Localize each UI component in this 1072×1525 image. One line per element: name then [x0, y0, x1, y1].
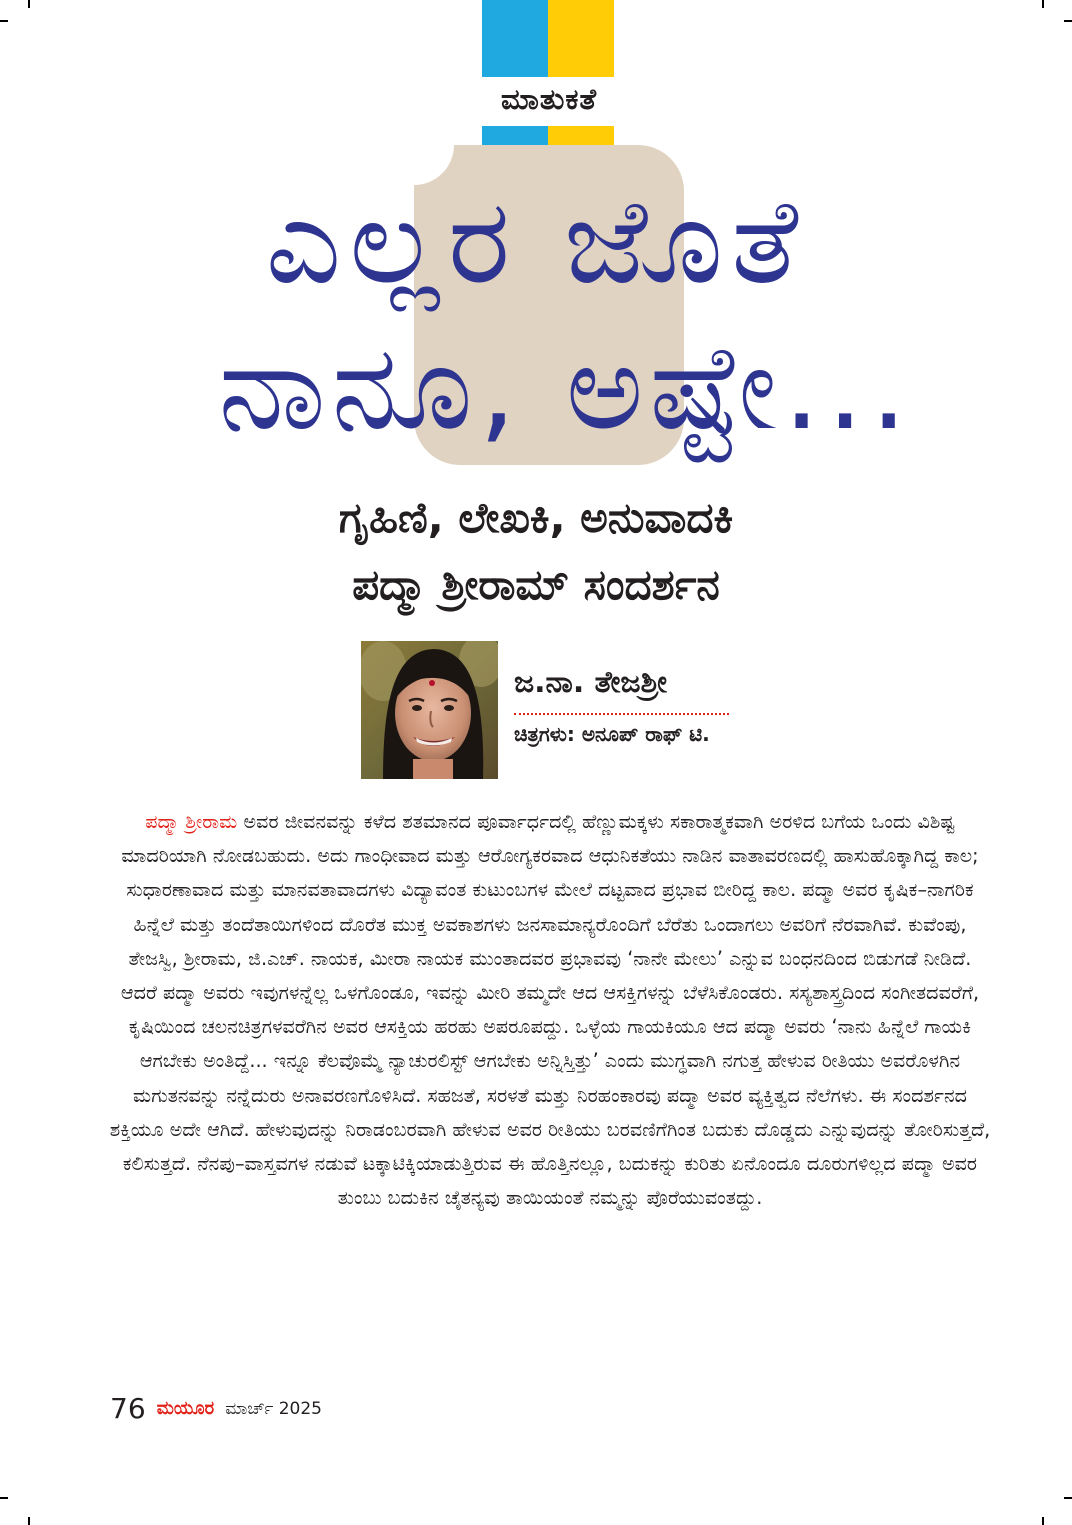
- section-block-cyan: [482, 0, 548, 77]
- intro-paragraph: [108, 805, 992, 1215]
- section-block-yellow: [548, 0, 614, 77]
- portrait-photo-icon: [361, 641, 498, 779]
- crop-mark: [0, 1497, 8, 1499]
- photo-credit: ಚಿತ್ರಗಳು: ಅನೂಪ್ ರಾಫ್ ಟಿ.: [514, 722, 710, 746]
- page-footer: [110, 1392, 322, 1425]
- magazine-name: ಮಯೂರ: [156, 1398, 215, 1419]
- crop-mark: [1042, 1517, 1044, 1525]
- crop-mark: [28, 1517, 30, 1525]
- crop-mark: [0, 20, 8, 22]
- author-photo: [361, 641, 498, 779]
- intro-text: ಅವರ ಜೀವನವನ್ನು ಕಳೆದ ಶತಮಾನದ ಪೂರ್ವಾರ್ಧದಲ್ಲಿ ಹೆಣ್ಣುಮಕ್ಕಳು ಸಕಾರಾತ್ಮಕವಾಗಿ ಅರಳಿದ ಬಗೆಯ ಒಂದು ವಿಶಿಷ್ಟ ಮಾದರಿಯಾಗಿ ನೋಡಬಹುದು. ಅದು ಗಾಂಧೀವಾದ ಮತ್ತು ಆರೋಗ್ಯಕರವಾದ ಆಧುನಿಕತೆಯು ನಾಡಿನ ವಾತಾವರಣದಲ್ಲಿ ಹಾಸುಹೊಕ್ಕಾಗಿದ್ದ ಕಾಲ; ಸುಧಾರಣಾವಾದ ಮತ್ತು ಮಾನವತಾವಾದಗಳು ವಿದ್ಯಾವಂತ ಕುಟುಂಬಗಳ ಮೇಲೆ ದಟ್ಟವಾದ ಪ್ರಭಾವ ಬೀರಿದ್ದ ಕಾಲ. ಪದ್ಮಾ ಅವರ ಕೃಷಿಕ–ನಾಗರಿಕ ಹಿನ್ನೆಲೆ ಮತ್ತು ತಂದೆತಾಯಿಗಳಿಂದ ದೊರೆತ ಮುಕ್ತ ಅವಕಾಶಗಳು ಜನಸಾಮಾನ್ಯರೊಂದಿಗೆ ಬೆರೆತು ಒಂದಾಗಲು ಅವರಿಗೆ ನೆರವಾಗಿವೆ. ಕುವೆಂಪು, ತೇಜಸ್ವಿ, ಶ್ರೀರಾಮ, ಜಿ.ಎಚ್. ನಾಯಕ, ಮೀರಾ ನಾಯಕ ಮುಂತಾದವರ ಪ್ರಭಾವವು ‘ನಾನೇ ಮೇಲು’ ಎನ್ನುವ ಬಂಧನದಿಂದ ಬಿಡುಗಡೆ ನೀಡಿದೆ. ಆದರೆ ಪದ್ಮಾ ಅವರು ಇವುಗಳನ್ನೆಲ್ಲ ಒಳಗೊಂಡೂ, ಇವನ್ನು ಮೀರಿ ತಮ್ಮದೇ ಆದ ಆಸಕ್ತಿಗಳನ್ನು ಬೆಳೆಸಿಕೊಂಡರು. ಸಸ್ಯಶಾಸ್ತ್ರದಿಂದ ಸಂಗೀತದವರೆಗೆ, ಕೃಷಿಯಿಂದ ಚಲನಚಿತ್ರಗಳವರೆಗಿನ ಅವರ ಆಸಕ್ತಿಯ ಹರಹು ಅಪರೂಪದ್ದು. ಒಳ್ಳೆಯ ಗಾಯಕಿಯೂ ಆದ ಪದ್ಮಾ ಅವರು ‘ನಾನು ಹಿನ್ನೆಲೆ ಗಾಯಕಿ ಆಗಬೇಕು ಅಂತಿದ್ದೆ... ಇನ್ನೂ ಕೆಲವೊಮ್ಮೆ ನ್ಯಾಚುರಲಿಸ್ಟ್ ಆಗಬೇಕು ಅನ್ನಿಸ್ತಿತ್ತು’ ಎಂದು ಮುಗ್ಧವಾಗಿ ನಗುತ್ತ ಹೇಳುವ ರೀತಿಯು ಅವರೊಳಗಿನ ಮಗುತನವನ್ನು ನನ್ನೆದುರು ಅನಾವರಣಗೊಳಿಸಿದೆ. ಸಹಜತೆ, ಸರಳತೆ ಮತ್ತು ನಿರಹಂಕಾರವು ಪದ್ಮಾ ಅವರ ವ್ಯಕ್ತಿತ್ವದ ನೆಲೆಗಳು. ಈ ಸಂದರ್ಶನದ ಶಕ್ತಿಯೂ ಅದೇ ಆಗಿದೆ. ಹೇಳುವುದನ್ನು ನಿರಾಡಂಬರವಾಗಿ ಹೇಳುವ ಅವರ ರೀತಿಯು ಬರವಣಿಗೆಗಿಂತ ಬದುಕು ದೊಡ್ಡದು ಎನ್ನುವುದನ್ನು ತೋರಿಸುತ್ತದೆ, ಕಲಿಸುತ್ತದೆ. ನೆನಪು–ವಾಸ್ತವಗಳ ನಡುವೆ ಟಕ್ಕಾಟಿಕ್ಕಿಯಾಡುತ್ತಿರುವ ಈ ಹೊತ್ತಿನಲ್ಲೂ, ಬದುಕನ್ನು ಕುರಿತು ಏನೊಂದೂ ದೂರುಗಳಿಲ್ಲದ ಪದ್ಮಾ ಅವರ ತುಂಬು ಬದುಕಿನ ಚೈತನ್ಯವು ತಾಯಿಯಂತೆ ನಮ್ಮನ್ನು ಪೊರೆಯುವಂತದ್ದು.: [109, 810, 991, 1210]
- section-label: ಮಾತುಕತೆ: [501, 82, 597, 116]
- author-underline: [514, 713, 729, 715]
- crop-mark: [1042, 0, 1044, 8]
- subheadline-line-2: ಪದ್ಮಾ ಶ್ರೀರಾಮ್ ಸಂದರ್ಶನ: [352, 560, 720, 609]
- headline-line-1: ಎಲ್ಲರ ಜೊತೆ: [265, 172, 807, 310]
- subheadline-line-1: ಗೃಹಿಣಿ, ಲೇಖಕಿ, ಅನುವಾದಕಿ: [338, 493, 734, 542]
- crop-mark: [1064, 20, 1072, 22]
- issue-date: ಮಾರ್ಚ್ 2025: [225, 1398, 322, 1419]
- author-name: ಜ.ನಾ. ತೇಜಶ್ರೀ: [514, 665, 667, 700]
- headline-line-2: ನಾನೂ, ಅಷ್ಟೇ...: [218, 318, 914, 456]
- crop-mark: [28, 0, 30, 8]
- page-number: 76: [110, 1392, 146, 1425]
- intro-lead-name: ಪದ್ಮಾ ಶ್ರೀರಾಮ: [145, 810, 238, 833]
- crop-mark: [1064, 1497, 1072, 1499]
